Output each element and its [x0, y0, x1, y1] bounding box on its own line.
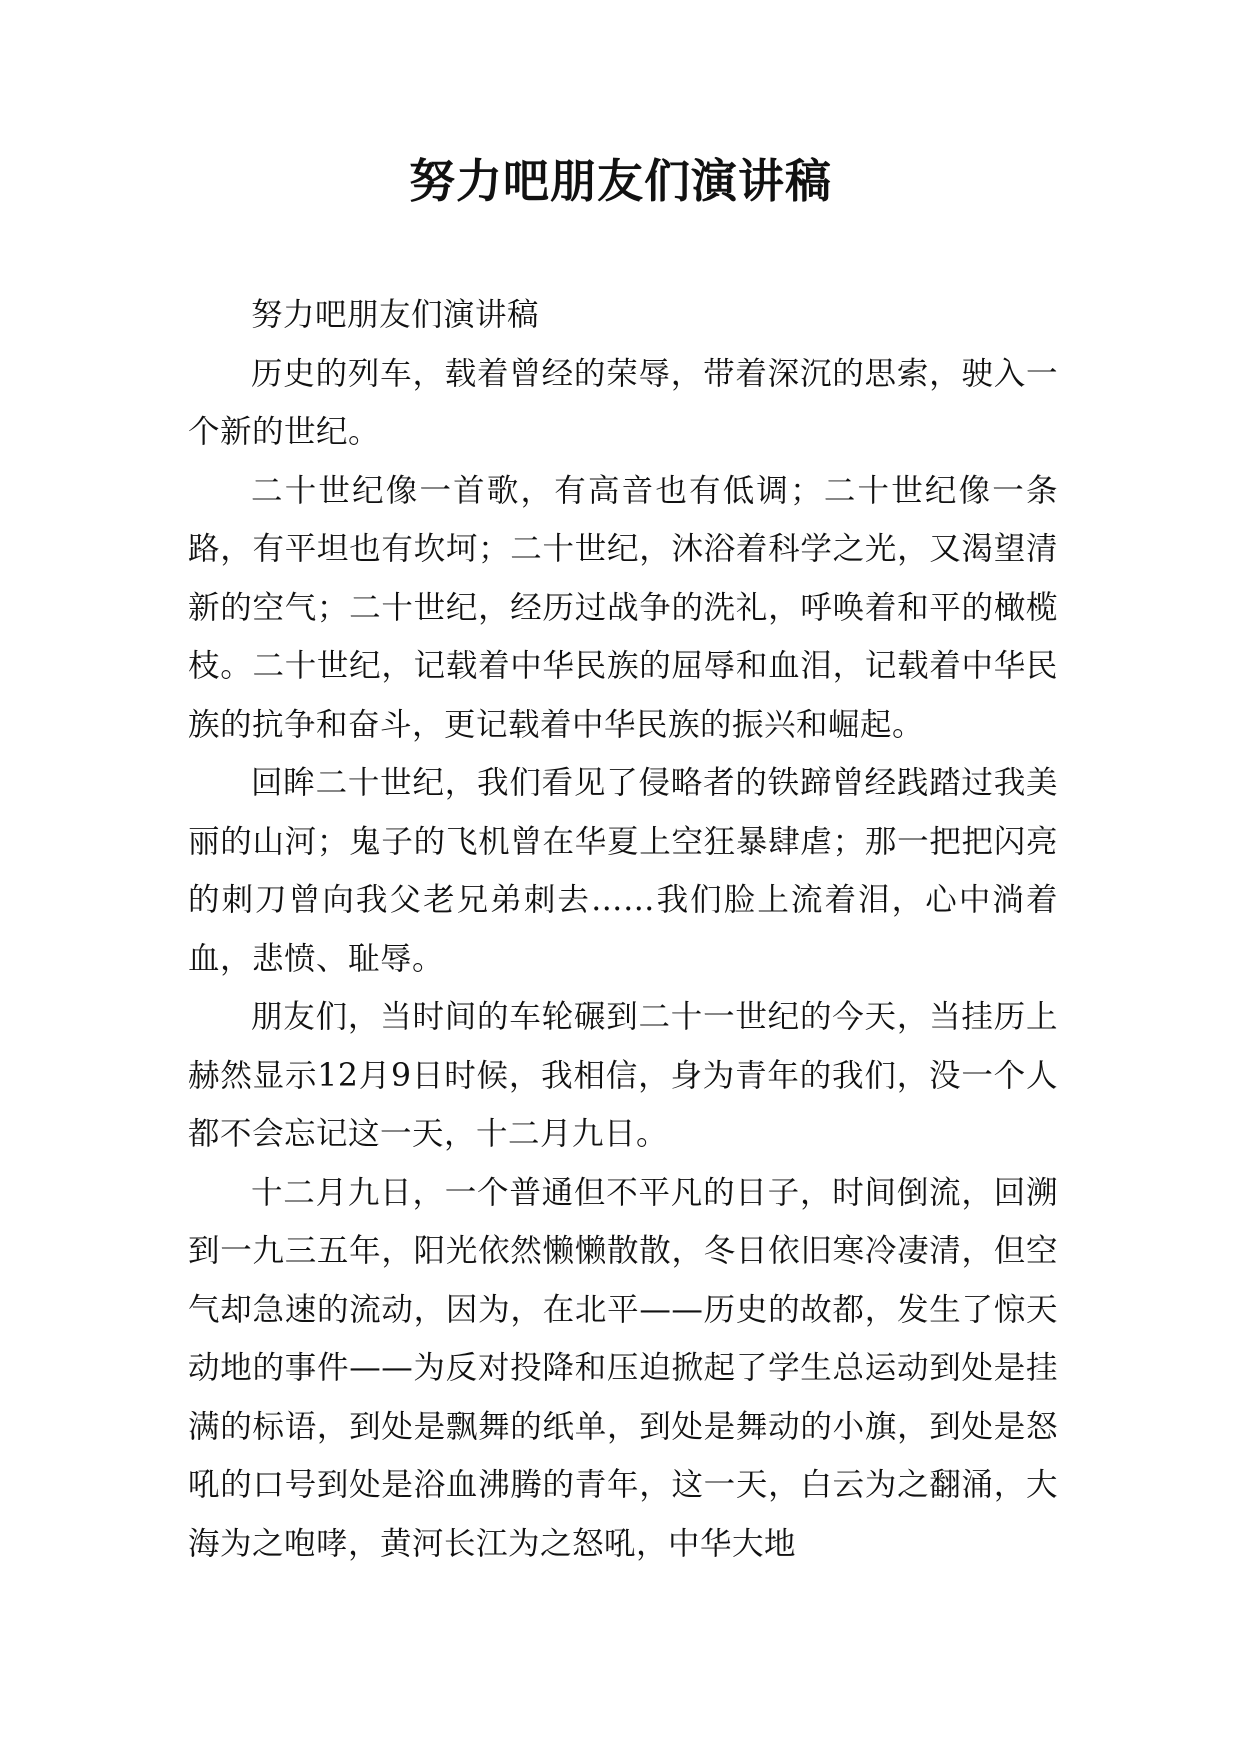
- paragraph: 历史的列车，载着曾经的荣辱，带着深沉的思索，驶入一个新的世纪。: [188, 355, 1058, 450]
- paragraph: 回眸二十世纪，我们看见了侵略者的铁蹄曾经践踏过我美丽的山河；鬼子的飞机曾在华夏上空狂暴肆虐；那一把把闪亮的刺刀曾向我父老兄弟刺去……我们脸上流着泪，心中淌着血，悲愤、耻辱。: [188, 765, 1058, 977]
- paragraph: 十二月九日，一个普通但不平凡的日子，时间倒流，回溯到一九三五年，阳光依然懒懒散散，冬日依旧寒冷凄清，但空气却急速的流动，因为，在北平——历史的故都，发生了惊天动地的事件——为反对投降和压迫掀起了学生总运动到处是挂满的标语，到处是飘舞的纸单，到处是舞动的小旗，到处是怒吼的口号到处是浴血沸腾的青年，这一天，白云为之翻涌，大海为之咆哮，黄河长江为之怒吼，中华大地: [188, 1174, 1058, 1562]
- paragraph: 努力吧朋友们演讲稿: [251, 297, 540, 333]
- document-body: [188, 286, 1058, 1573]
- document-title: 努力吧朋友们演讲稿: [409, 154, 832, 208]
- paragraph: 二十世纪像一首歌，有高音也有低调；二十世纪像一条路，有平坦也有坎坷；二十世纪，沐浴着科学之光，又渴望清新的空气；二十世纪，经历过战争的洗礼，呼唤着和平的橄榄枝。二十世纪，记载着中华民族的屈辱和血泪，记载着中华民族的抗争和奋斗，更记载着中华民族的振兴和崛起。: [188, 472, 1058, 743]
- paragraph: 朋友们，当时间的车轮碾到二十一世纪的今天，当挂历上赫然显示12月9日时候，我相信，身为青年的我们，没一个人都不会忘记这一天，十二月九日。: [188, 999, 1058, 1152]
